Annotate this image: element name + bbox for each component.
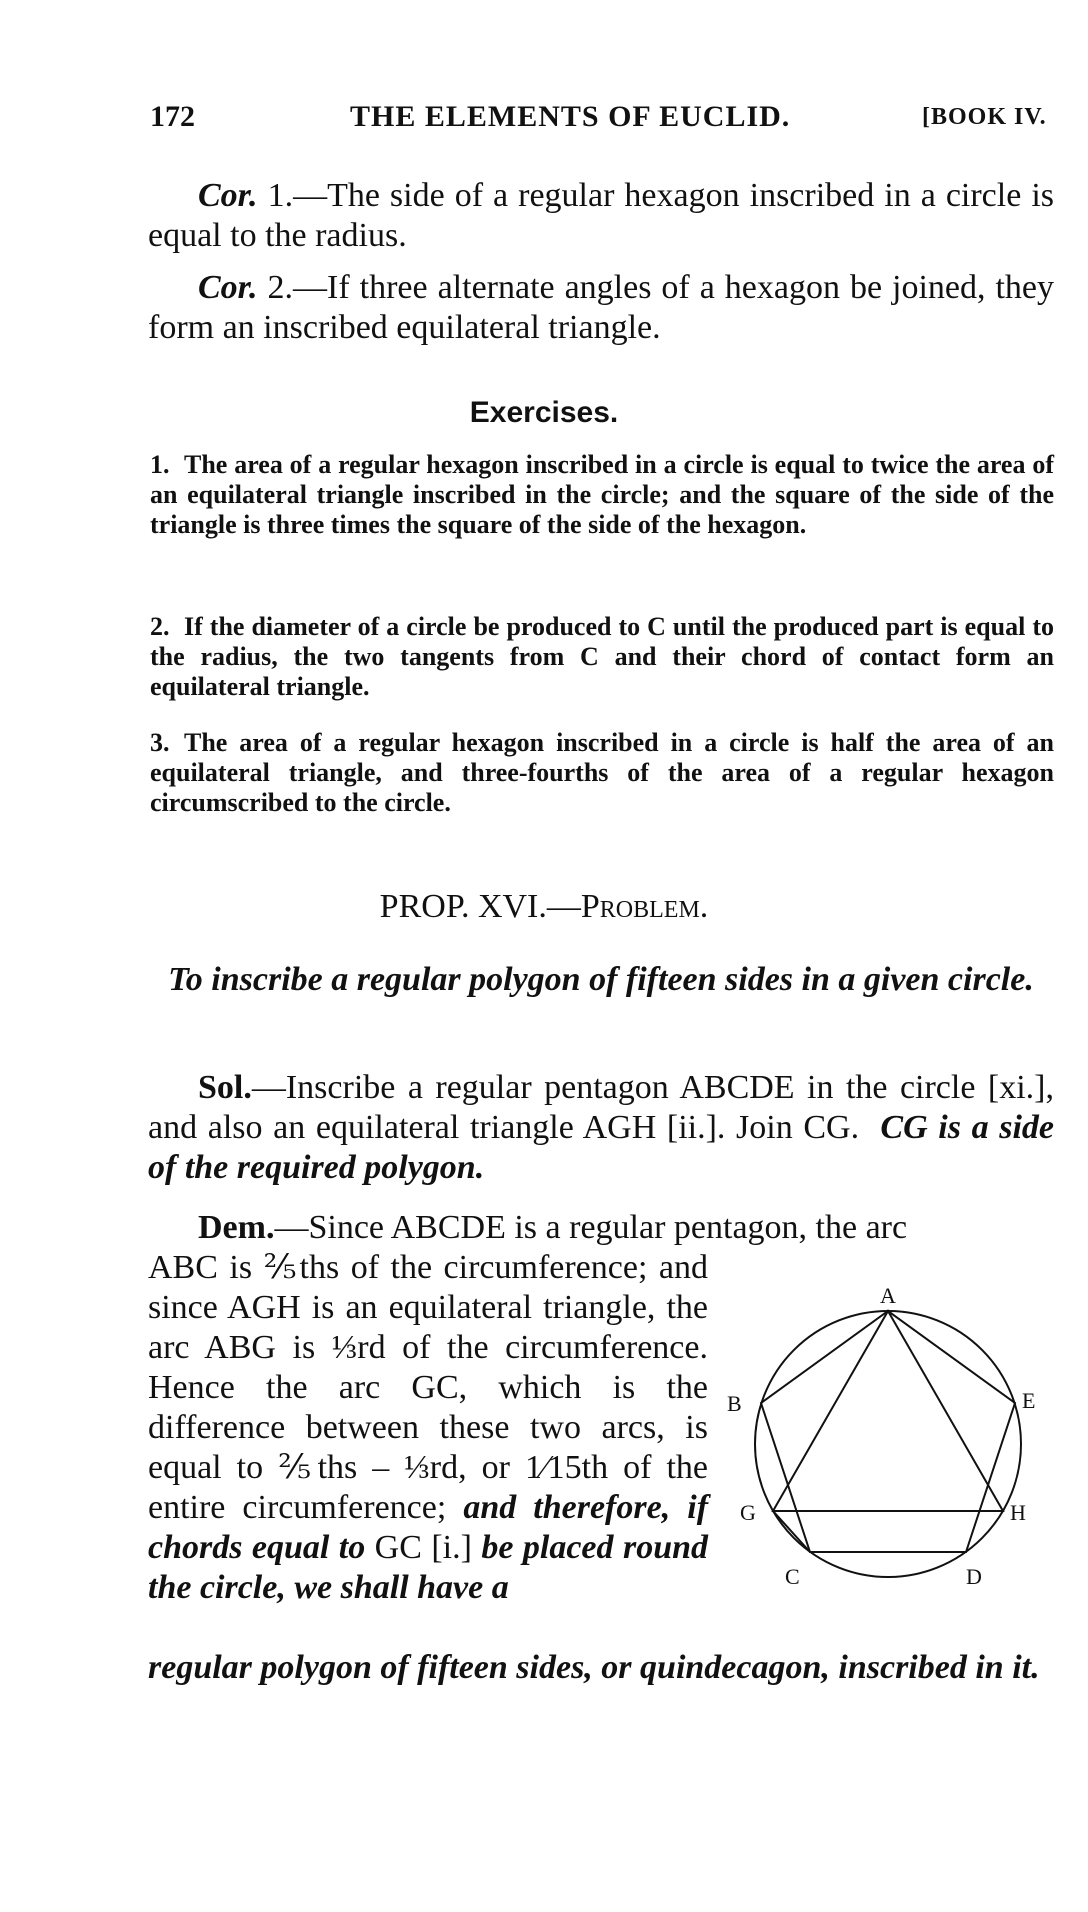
corollary-number: 1. [267, 177, 294, 214]
exercise-text: The area of a regular hexagon inscribed in a circle is half the area of an equilateral triangle, and three-fourths of the area of a regular hexagon circumscribed to the circle. [150, 728, 1054, 817]
demonstration-conclusion: and therefore, if chords equal to [148, 1489, 709, 1566]
solution-paragraph [148, 1068, 1054, 1188]
corollary-text: —The side of a regular hexagon inscribed in a circle is equal to the radius. [148, 177, 1055, 254]
exercise-number: 1. [150, 450, 170, 479]
pentagon-ABCDE [761, 1311, 1015, 1552]
corollary-1 [148, 176, 1054, 256]
corollary-label: Cor. [198, 269, 258, 306]
demonstration-text: ABC is ⅖ths of the circumference; and since AGH is an equilateral triangle, the arc ABG is ⅓rd of the circumference. Hence the arc GC, which is the difference between these two arcs, is equal to ⅖ths – ⅓rd, or 1⁄15th of the entire circumference; [148, 1249, 708, 1526]
demonstration-conclusion: be placed round the circle, we shall have a [148, 1529, 709, 1606]
page-number: 172 [150, 100, 195, 133]
corollary-label: Cor. [198, 177, 258, 214]
corollary-2 [148, 268, 1054, 348]
proposition-title [0, 888, 1088, 926]
proposition-statement: To inscribe a regular polygon of fifteen sides in a given circle. [168, 961, 1034, 998]
exercise-text: If the diameter of a circle be produced to C until the produced part is equal to the radius, the two tangents from C and their chord of contact form an equilateral triangle. [150, 612, 1054, 701]
exercises-heading: Exercises. [469, 396, 619, 429]
demonstration-first-line [148, 1208, 1054, 1248]
proposition-kind: Problem. [580, 888, 709, 925]
solution-label: Sol. [198, 1069, 252, 1106]
exercise-number: 2. [150, 612, 170, 641]
demonstration-label: Dem. [198, 1209, 275, 1246]
running-title: THE ELEMENTS OF EUCLID. [350, 100, 791, 133]
point-label-D: D [966, 1564, 982, 1589]
proposition-number: PROP. XVI.— [379, 888, 581, 925]
point-label-G: G [740, 1500, 756, 1525]
exercise-text: The area of a regular hexagon inscribed in a circle is equal to twice the area of an equilateral triangle inscribed in the circle; and the square of the side of the triangle is three times the square of the side of the hexagon. [150, 450, 1054, 539]
demonstration-body [148, 1248, 708, 1608]
point-label-B: B [727, 1391, 742, 1416]
point-label-A: A [880, 1283, 896, 1308]
book-reference: [BOOK IV. [922, 104, 1047, 130]
chord-GC [773, 1511, 810, 1552]
corollary-text: —If three alternate angles of a hexagon be joined, they form an inscribed equilateral triangle. [148, 269, 1055, 346]
exercise-2 [150, 612, 1054, 702]
circle [755, 1311, 1021, 1577]
point-label-H: H [1010, 1500, 1026, 1525]
solution-conclusion: CG is a side of the required polygon. [148, 1109, 1055, 1186]
quindecagon-figure [708, 1278, 1068, 1628]
exercise-number: 3. [150, 728, 170, 757]
exercise-3 [150, 728, 1054, 818]
demonstration-last-line: regular polygon of fifteen sides, or quindecagon, inscribed in it. [148, 1649, 1040, 1686]
point-label-C: C [785, 1564, 800, 1589]
triangle-AGH [773, 1311, 1003, 1511]
point-label-E: E [1022, 1388, 1036, 1413]
exercise-1 [150, 450, 1054, 540]
demonstration-reference: GC [i.] [374, 1529, 472, 1566]
demonstration-text: —Since ABCDE is a regular pentagon, the arc [274, 1209, 908, 1246]
corollary-number: 2. [267, 269, 294, 306]
solution-text: —Inscribe a regular pentagon ABCDE in the circle [xi.], and also an equilateral triangle AGH [ii.]. Join CG. [148, 1069, 1054, 1146]
